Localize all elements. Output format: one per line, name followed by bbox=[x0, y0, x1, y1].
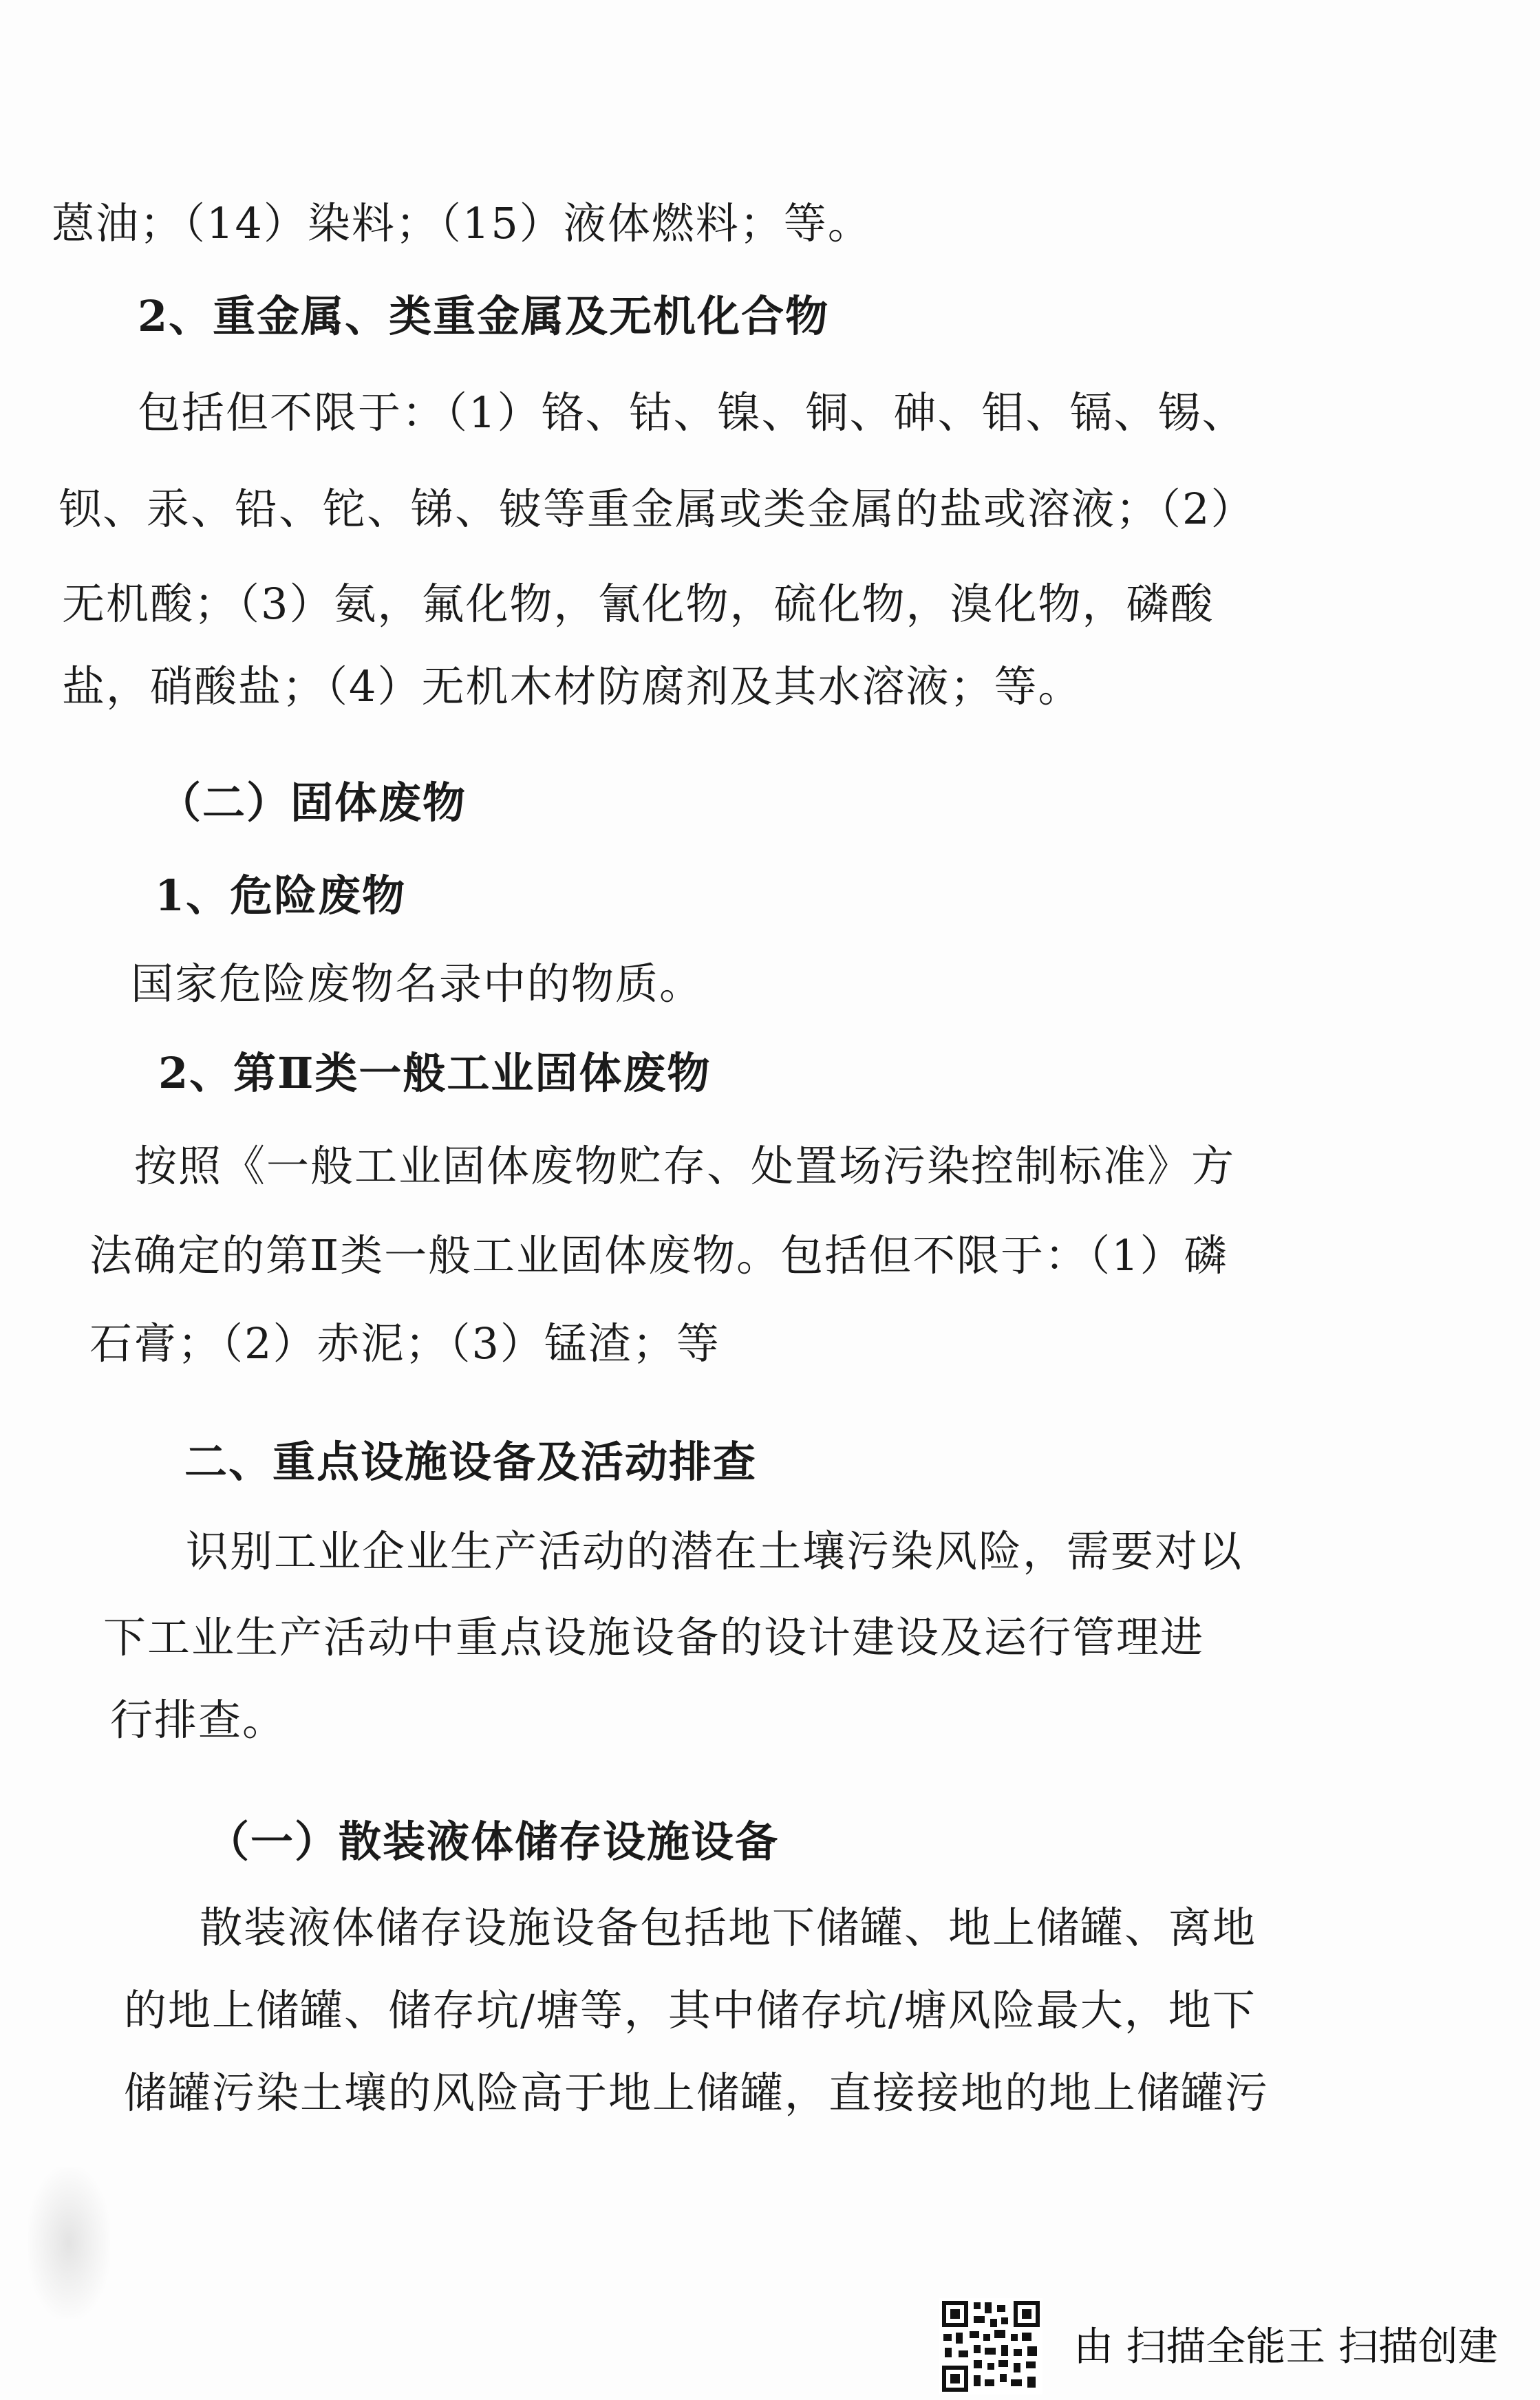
section-heading-solid-waste: （二）固体废物 bbox=[158, 778, 467, 828]
body-line-17: 行排查。 bbox=[110, 1695, 287, 1745]
scanner-watermark-text: 由 扫描全能王 扫描创建 bbox=[1073, 2323, 1498, 2370]
subsection-heading-hazardous-waste: 1、危险废物 bbox=[155, 870, 407, 921]
body-line-21: 储罐污染土壤的风险高于地上储罐，直接接地的地上储罐污 bbox=[124, 2068, 1270, 2118]
body-line-9: 国家危险废物名录中的物质。 bbox=[131, 958, 704, 1009]
body-line-4: 钡、汞、铅、铊、锑、铍等重金属或类金属的盐或溶液；（2） bbox=[58, 484, 1255, 534]
subsection-heading-heavy-metals: 2、重金属、类重金属及无机化合物 bbox=[138, 291, 830, 341]
body-line-12: 法确定的第Ⅱ类一般工业固体废物。包括但不限于：（1）磷 bbox=[89, 1230, 1228, 1281]
subsection-heading-class-ii-waste: 2、第Ⅱ类一般工业固体废物 bbox=[158, 1048, 712, 1098]
body-line-11: 按照《一般工业固体废物贮存、处置场污染控制标准》方 bbox=[134, 1141, 1236, 1191]
chapter-heading-key-facilities: 二、重点设施设备及活动排查 bbox=[184, 1437, 758, 1487]
body-line-5: 无机酸；（3）氨，氟化物，氰化物，硫化物，溴化物，磷酸 bbox=[62, 579, 1215, 629]
scan-noise bbox=[28, 2167, 110, 2319]
body-line-13: 石膏；（2）赤泥；（3）锰渣；等 bbox=[89, 1318, 720, 1369]
body-line-6: 盐，硝酸盐；（4）无机木材防腐剂及其水溶液；等。 bbox=[62, 661, 1082, 711]
qr-code-icon bbox=[939, 2298, 1042, 2394]
section-heading-bulk-liquid-storage: （一）散装液体储存设施设备 bbox=[206, 1817, 780, 1867]
scanner-watermark bbox=[939, 2298, 1531, 2394]
body-line-19: 散装液体储存设施设备包括地下储罐、地上储罐、离地 bbox=[200, 1903, 1257, 1953]
body-line-20: 的地上储罐、储存坑/塘等，其中储存坑/塘风险最大，地下 bbox=[124, 1985, 1256, 2035]
body-line-15: 识别工业企业生产活动的潜在土壤污染风险，需要对以 bbox=[186, 1526, 1243, 1576]
body-line-1: 蒽油；（14）染料；（15）液体燃料；等。 bbox=[52, 198, 872, 248]
body-line-16: 下工业生产活动中重点设施设备的设计建设及运行管理进 bbox=[103, 1612, 1205, 1662]
body-line-3: 包括但不限于：（1）铬、钴、镍、铜、砷、钼、镉、锡、 bbox=[138, 387, 1246, 438]
